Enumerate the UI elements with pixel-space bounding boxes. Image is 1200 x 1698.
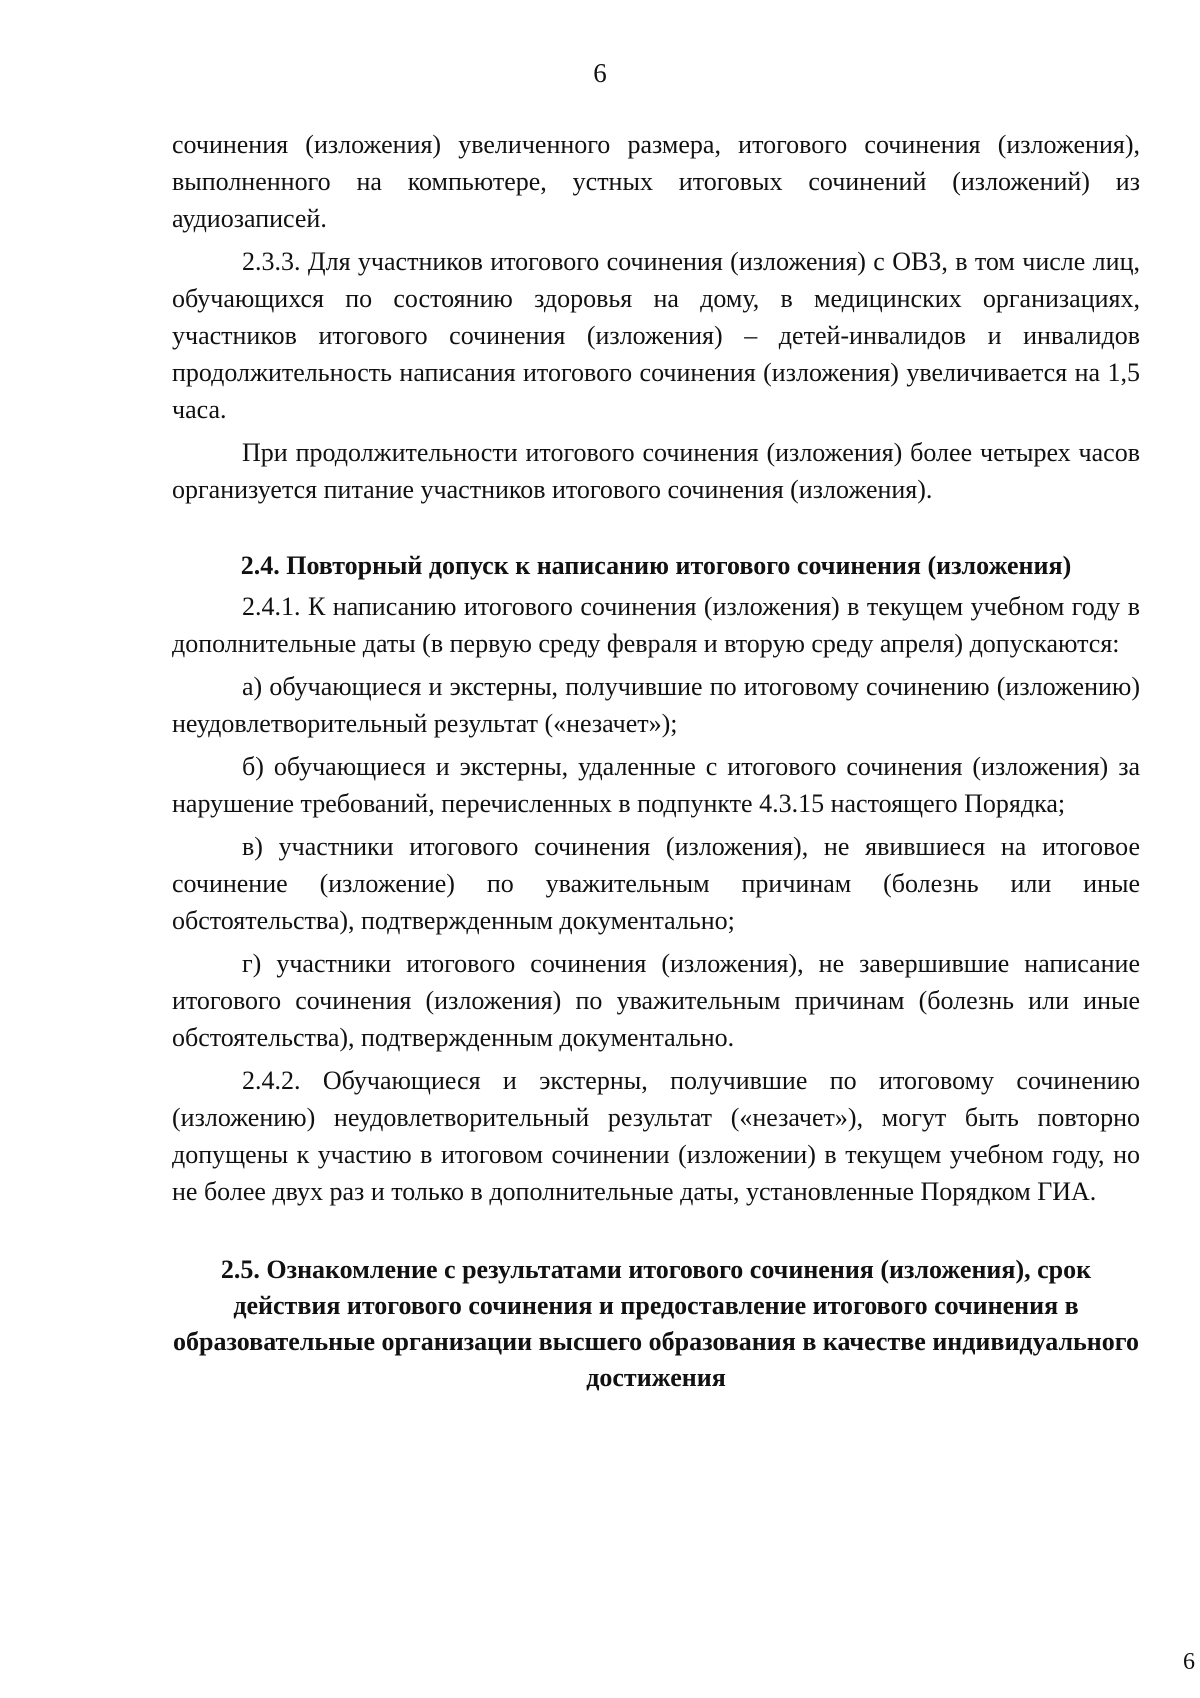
- paragraph-continuation: сочинения (изложения) увеличенного размера, итогового сочинения (изложения), выполненного на компьютере, устных итоговых сочинений (изложений) из аудиозаписей.: [172, 130, 1140, 233]
- list-item-a: а) обучающиеся и экстерны, получившие по итоговому сочинению (изложению) неудовлетворительный результат («незачет»);: [172, 672, 1140, 738]
- list-item-b: б) обучающиеся и экстерны, удаленные с итогового сочинения (изложения) за нарушение требований, перечисленных в подпункте 4.3.15 настоящего Порядка;: [172, 752, 1140, 818]
- paragraph-2-3-3: 2.3.3. Для участников итогового сочинения (изложения) с ОВЗ, в том числе лиц, обучающихся по состоянию здоровья на дому, в медицинских организациях, участников итогового сочинения (изложения) – детей-инвалидов и инвалидов продолжительность написания итогового сочинения (изложения) увеличивается на 1,5 часа.: [172, 247, 1140, 424]
- section-heading-2-5: 2.5. Ознакомление с результатами итогового сочинения (изложения), срок действия итогового сочинения и предоставление итогового сочинения в образовательные организации высшего образования в качестве индивидуального достижения: [173, 1255, 1139, 1392]
- section-heading-2-4: 2.4. Повторный допуск к написанию итогового сочинения (изложения): [240, 551, 1072, 580]
- list-item-g: г) участники итогового сочинения (изложения), не завершившие написание итогового сочинения (изложения) по уважительным причинам (болезнь или иные обстоятельства), подтвержденным документально.: [172, 949, 1140, 1052]
- document-body: [172, 126, 1140, 1396]
- paragraph-2-4-2: 2.4.2. Обучающиеся и экстерны, получившие по итоговому сочинению (изложению) неудовлетворительный результат («незачет»), могут быть повторно допущены к участию в итоговом сочинении (изложении) в текущем учебном году, но не более двух раз и только в дополнительные даты, установленные Порядком ГИА.: [172, 1066, 1140, 1206]
- edge-page-mark: 6: [1183, 1649, 1195, 1675]
- page-number: 6: [593, 58, 607, 88]
- paragraph-2-4-1: 2.4.1. К написанию итогового сочинения (изложения) в текущем учебном году в дополнительные даты (в первую среду февраля и вторую среду апреля) допускаются:: [172, 592, 1140, 658]
- paragraph-meals: При продолжительности итогового сочинения (изложения) более четырех часов организуется питание участников итогового сочинения (изложения).: [172, 438, 1140, 504]
- list-item-v: в) участники итогового сочинения (изложения), не явившиеся на итоговое сочинение (изложение) по уважительным причинам (болезнь или иные обстоятельства), подтвержденным документально;: [172, 832, 1140, 935]
